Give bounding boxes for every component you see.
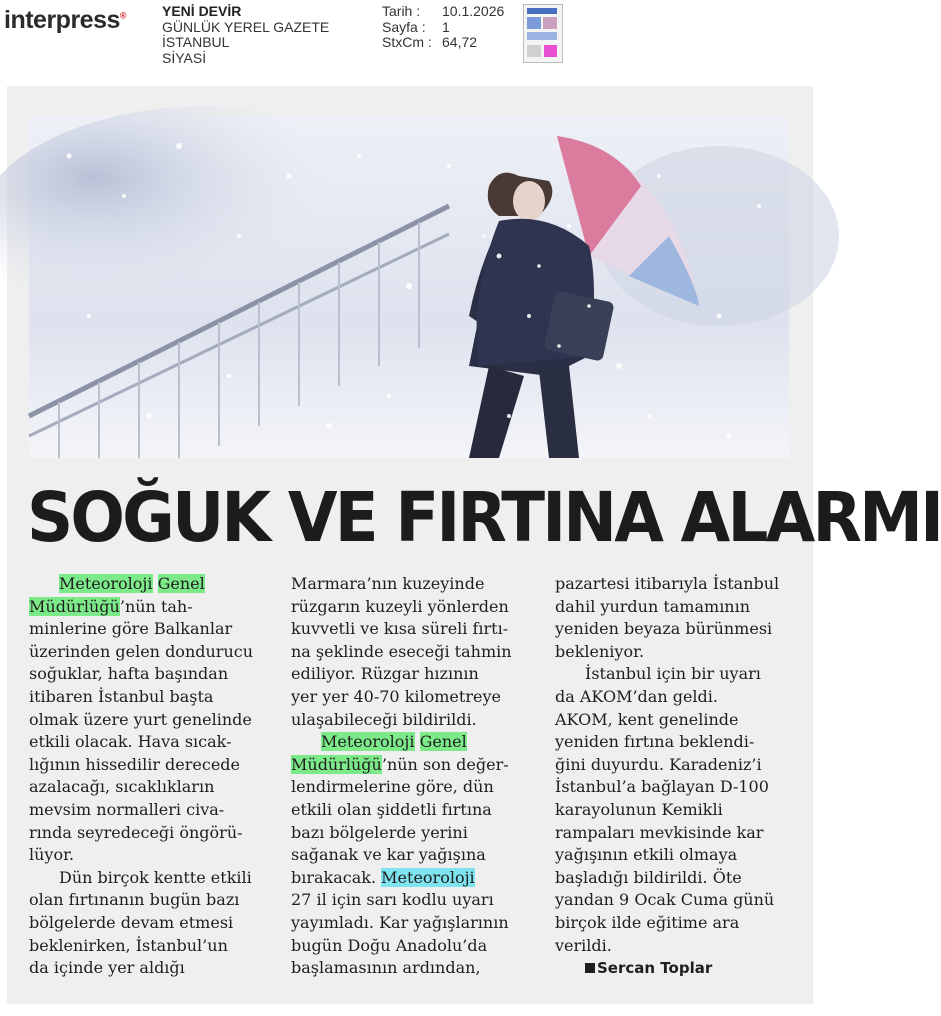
article-line: olan fırtınanın bugün bazı	[29, 890, 240, 910]
article-line: yeniden fırtına beklendi-	[555, 732, 755, 752]
article-line: azalacağı, sıcaklıkların	[29, 777, 215, 797]
meta-stxcm: StxCm : 64,72	[382, 34, 478, 50]
article-line: minlerine göre Balkanlar	[29, 619, 233, 639]
article-line: bekleniyor.	[555, 641, 645, 661]
article-line: olmak üzere yurt genelinde	[29, 709, 252, 729]
article-line: lığının hissedilir derecede	[29, 754, 241, 774]
article-line: başladığı bildirildi. Öte	[555, 867, 742, 887]
article-line: lüyor.	[29, 845, 75, 865]
article-line: İstanbul için bir uyarı	[585, 664, 761, 684]
article-line: bölgelerde devam etmesi	[29, 912, 234, 932]
article-line: etkili olan şiddetli fırtına	[291, 799, 492, 819]
article-line: rampaları mevkisinde kar	[555, 822, 764, 842]
article-line: sağanak ve kar yağışına	[291, 845, 486, 865]
article-headline: SOĞUK VE FIRTINA ALARMI	[27, 478, 941, 558]
article-line: yayımladı. Kar yağışlarının	[291, 912, 509, 932]
article-line: etkili olacak. Hava sıcak-	[29, 732, 232, 752]
article-line: mevsim normalleri civa-	[29, 799, 225, 819]
article-line: rüzgarın kuzeyli yönlerden	[291, 596, 509, 616]
article-line: kuvvetli ve kısa süreli fırtı-	[291, 619, 509, 639]
article-line: üzerinden gelen dondurucu	[29, 641, 254, 661]
clipping-header	[0, 0, 823, 80]
article-column-1	[29, 573, 271, 980]
article-line: verildi.	[555, 935, 612, 955]
article-line: rında seyredeceği öngörü-	[29, 822, 243, 842]
meta-date: Tarih : 10.1.2026	[382, 3, 505, 19]
article-photo	[29, 116, 789, 458]
article-line: birçok ilde eğitime ara	[555, 912, 740, 932]
page-thumbnail[interactable]	[523, 4, 563, 63]
article-line: başlamasının ardından,	[291, 958, 481, 978]
article-line: bırakacak. Meteoroloji	[291, 867, 475, 887]
article-line: Meteoroloji Genel	[321, 732, 467, 752]
article-column-3	[555, 573, 797, 980]
article-line: Müdürlüğü’nün son değer-	[291, 754, 509, 774]
article-line: itibaren İstanbul başta	[29, 686, 214, 706]
article-line: bugün Doğu Anadolu’da	[291, 935, 488, 955]
article-line: yandan 9 Ocak Cuma günü	[555, 890, 775, 910]
article-clipping	[7, 86, 941, 1004]
article-line: yer yer 40-70 kilometreye	[291, 686, 501, 706]
article-line: ulaşabileceği bildirildi.	[291, 709, 477, 729]
article-line: Marmara’nın kuzeyinde	[291, 574, 485, 593]
article-line: bazı bölgelerde yerini	[291, 822, 468, 842]
article-line: na şeklinde eseceği tahmin	[291, 641, 512, 661]
article-line: Müdürlüğü’nün tah-	[29, 596, 193, 616]
article-line: pazartesi itibarıyla İstanbul	[555, 574, 780, 593]
article-line: yağışının etkili olmaya	[555, 845, 738, 865]
interpress-logo: interpress®	[4, 6, 127, 34]
article-line: 27 il için sarı kodlu uyarı	[291, 890, 494, 910]
article-line: da AKOM’dan geldi.	[555, 686, 718, 706]
article-line: ediliyor. Rüzgar hızının	[291, 664, 479, 684]
publication-info	[162, 4, 329, 66]
article-line: da içinde yer aldığı	[29, 958, 185, 978]
article-line: Dün birçok kentte etkili	[59, 867, 252, 887]
clipping-meta	[382, 4, 504, 51]
article-column-2	[291, 573, 533, 980]
publication-city: İSTANBUL	[162, 34, 230, 50]
article-line: lendirmelerine göre, dün	[291, 777, 494, 797]
publication-section: SİYASİ	[162, 49, 207, 66]
article-line: soğuklar, hafta başından	[29, 664, 229, 684]
publication-type: GÜNLÜK YEREL GAZETE	[162, 18, 330, 35]
article-line: AKOM, kent genelinde	[555, 709, 739, 729]
article-line: ğini duyurdu. Karadeniz’i	[555, 754, 762, 774]
article-line: yeniden beyaza bürünmesi	[555, 619, 773, 639]
article-author: Sercan Toplar	[555, 957, 797, 980]
article-line: beklenirken, İstanbul’un	[29, 935, 228, 955]
article-line: İstanbul’a bağlayan D-100	[555, 777, 769, 797]
meta-page: Sayfa : 1	[382, 18, 450, 35]
article-line: karayolunun Kemikli	[555, 799, 723, 819]
publication-name: YENİ DEVİR	[162, 3, 242, 19]
article-line: Meteoroloji Genel	[59, 574, 205, 593]
article-line: dahil yurdun tamamının	[555, 596, 751, 616]
